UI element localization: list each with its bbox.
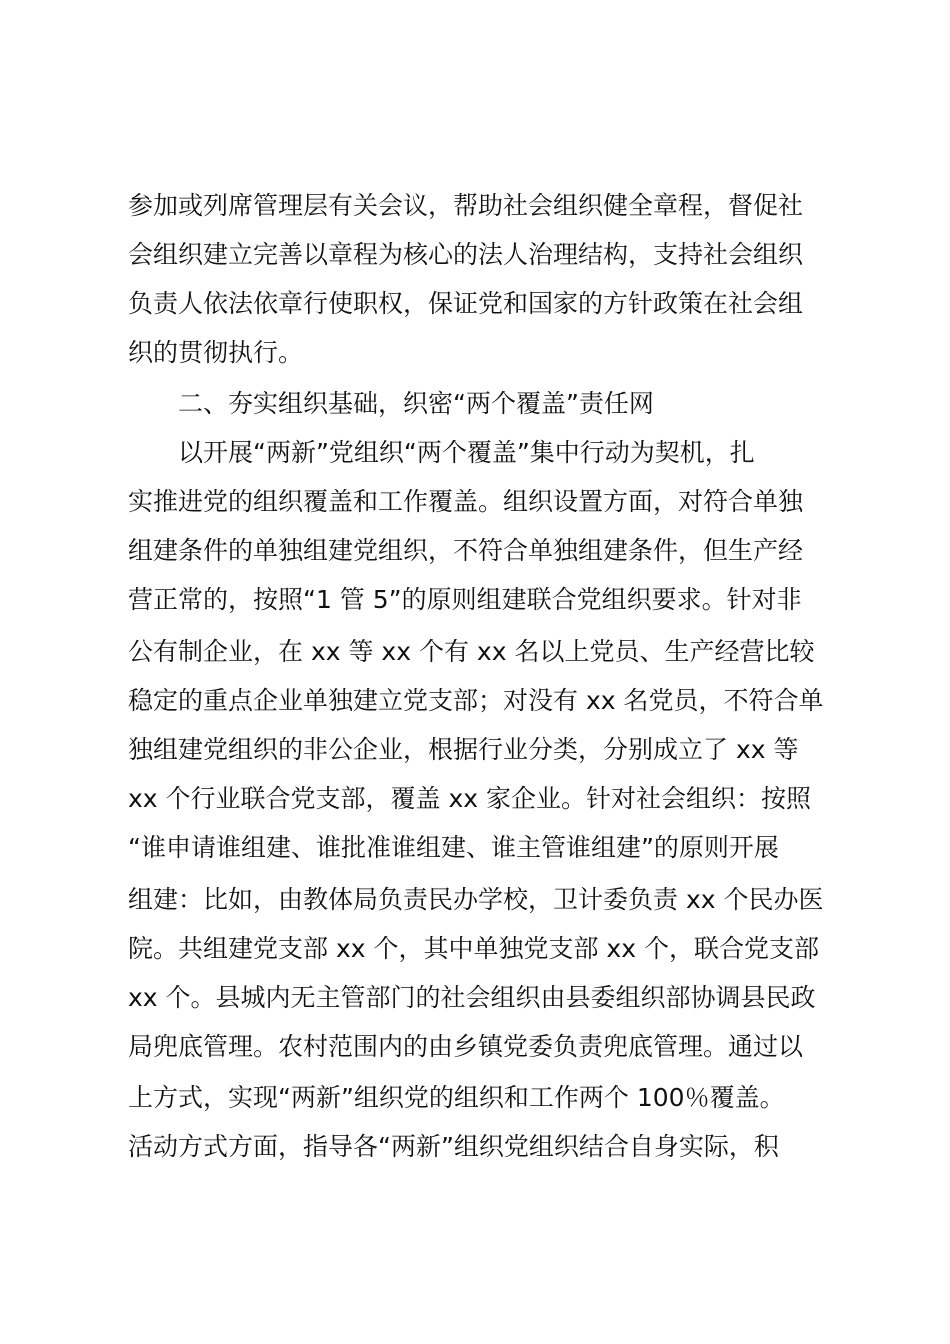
text-line: 院。共组建党支部 xx 个，其中单独党支部 xx 个，联合党支部 — [128, 934, 819, 963]
text-line: “谁申请谁组建、谁批准谁组建、谁主管谁组建”的原则开展 — [128, 833, 779, 862]
text-line: 组建：比如，由教体局负责民办学校，卫计委负责 xx 个民办医 — [128, 885, 824, 914]
text-line: 参加或列席管理层有关会议，帮助社会组织健全章程，督促社 — [128, 191, 804, 220]
text-line: 营正常的，按照“1 管 5”的原则组建联合党组织要求。针对非 — [128, 585, 802, 614]
text-line: 以开展“两新”党组织“两个覆盖”集中行动为契机，扎 — [178, 438, 755, 467]
text-line: 活动方式方面，指导各“两新”组织党组织结合自身实际，积 — [128, 1132, 779, 1161]
text-line: 公有制企业，在 xx 等 xx 个有 xx 名以上党员、生产经营比较 — [128, 637, 815, 666]
text-line: xx 个行业联合党支部，覆盖 xx 家企业。针对社会组织：按照 — [128, 784, 812, 813]
text-line: 负责人依法依章行使职权，保证党和国家的方针政策在社会组 — [128, 289, 804, 318]
text-line: 上方式，实现“两新”组织党的组织和工作两个 100％覆盖。 — [128, 1083, 785, 1112]
text-line: 织的贯彻执行。 — [128, 338, 304, 367]
text-line: xx 个。县城内无主管部门的社会组织由县委组织部协调县民政 — [128, 983, 816, 1012]
text-line: 实推进党的组织覆盖和工作覆盖。组织设置方面，对符合单独 — [128, 487, 804, 516]
text-line: 会组织建立完善以章程为核心的法人治理结构，支持社会组织 — [128, 240, 804, 269]
section-heading: 二、夯实组织基础，织密“两个覆盖”责任网 — [178, 389, 654, 418]
text-line: 组建条件的单独组建党组织，不符合单独组建条件，但生产经 — [128, 536, 804, 565]
text-line: 稳定的重点企业单独建立党支部；对没有 xx 名党员，不符合单 — [128, 686, 824, 715]
text-line: 局兜底管理。农村范围内的由乡镇党委负责兜底管理。通过以 — [128, 1032, 804, 1061]
text-line: 独组建党组织的非公企业，根据行业分类，分别成立了 xx 等 — [128, 735, 799, 764]
